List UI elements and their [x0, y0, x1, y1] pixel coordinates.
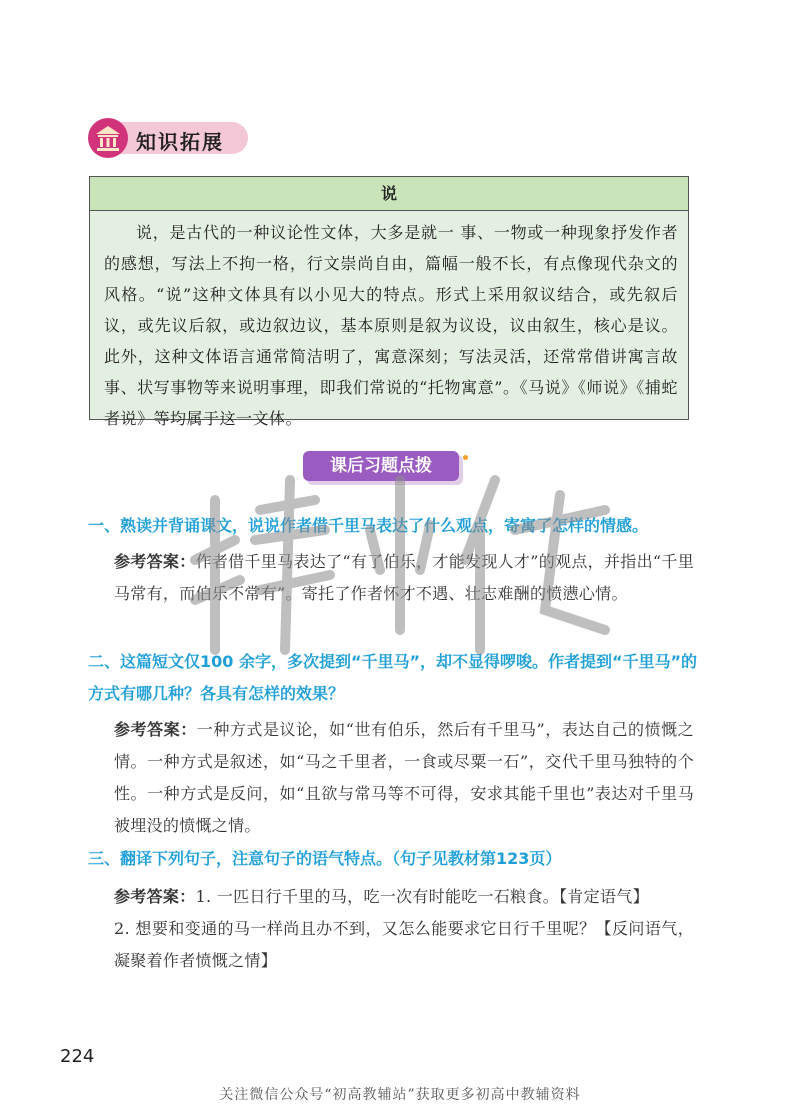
answer-lead: 参考答案：	[114, 552, 196, 571]
answer-text: 1. 一匹日行千里的马，吃一次有时能吃一石粮食。【肯定语气】	[195, 887, 649, 906]
exercise-banner	[303, 451, 463, 485]
answer-lead: 参考答案：	[114, 720, 197, 739]
info-box-title: 说	[90, 177, 688, 211]
answer-2	[114, 714, 694, 842]
answer-3	[114, 881, 694, 977]
building-icon	[88, 118, 128, 158]
section-title: 知识拓展	[136, 130, 224, 154]
answer-text-2: 2. 想要和变通的马一样尚且办不到，又怎么能要求它日行千里呢？【反问语气，凝聚着作者愤慨之情】	[114, 919, 694, 970]
info-box-body: 说，是古代的一种议论性文体，大多是就一 事、一物或一种现象抒发作者的感想，写法上不拘一格，行文崇尚自由，篇幅一般不长，有点像现代杂文的风格。“说”这种文体具有以小见大的特点。形式上采用叙议结合，或先叙后议，或先议后叙，或边叙边议，基本原则是叙为议设，议由叙生，核心是议。此外，这种文体语言通常简洁明了，寓意深刻；写法灵活，还常常借讲寓言故事、状写事物等来说明事理，即我们常说的“托物寓意”。《马说》《师说》《捕蛇者说》等均属于这一文体。	[104, 223, 678, 428]
question-3: 三、翻译下列句子，注意句子的语气特点。（句子见教材第123页）	[88, 849, 562, 868]
answer-text: 作者借千里马表达了“有了伯乐，才能发现人才”的观点，并指出“千里马常有，而伯乐不常有”。寄托了作者怀才不遇、壮志难酬的愤懑心情。	[114, 552, 694, 603]
answer-1	[114, 546, 694, 610]
footer-note: 关注微信公众号“初高教辅站”获取更多初高中教辅资料	[219, 1087, 581, 1103]
page-number: 224	[60, 1046, 95, 1067]
answer-lead: 参考答案：	[114, 887, 196, 906]
banner-label: 课后习题点拨	[303, 451, 459, 481]
question-2: 二、这篇短文仅100 余字，多次提到“千里马”，却不显得啰唆。作者提到“千里马”的方式有哪几种？各具有怎样的效果？	[88, 652, 698, 703]
answer-text: 一种方式是议论，如“世有伯乐，然后有千里马”，表达自己的愤慨之情。一种方式是叙述，如“马之千里者，一食或尽粟一石”，交代千里马独特的个性。一种方式是反问，如“且欲与常马等不可得，安求其能千里也”表达对千里马被埋没的愤慨之情。	[114, 720, 694, 835]
question-1: 一、熟读并背诵课文，说说作者借千里马表达了什么观点，寄寓了怎样的情感。	[88, 516, 649, 535]
info-box	[89, 176, 689, 428]
section-header	[88, 118, 248, 158]
banner-dot	[463, 455, 468, 460]
